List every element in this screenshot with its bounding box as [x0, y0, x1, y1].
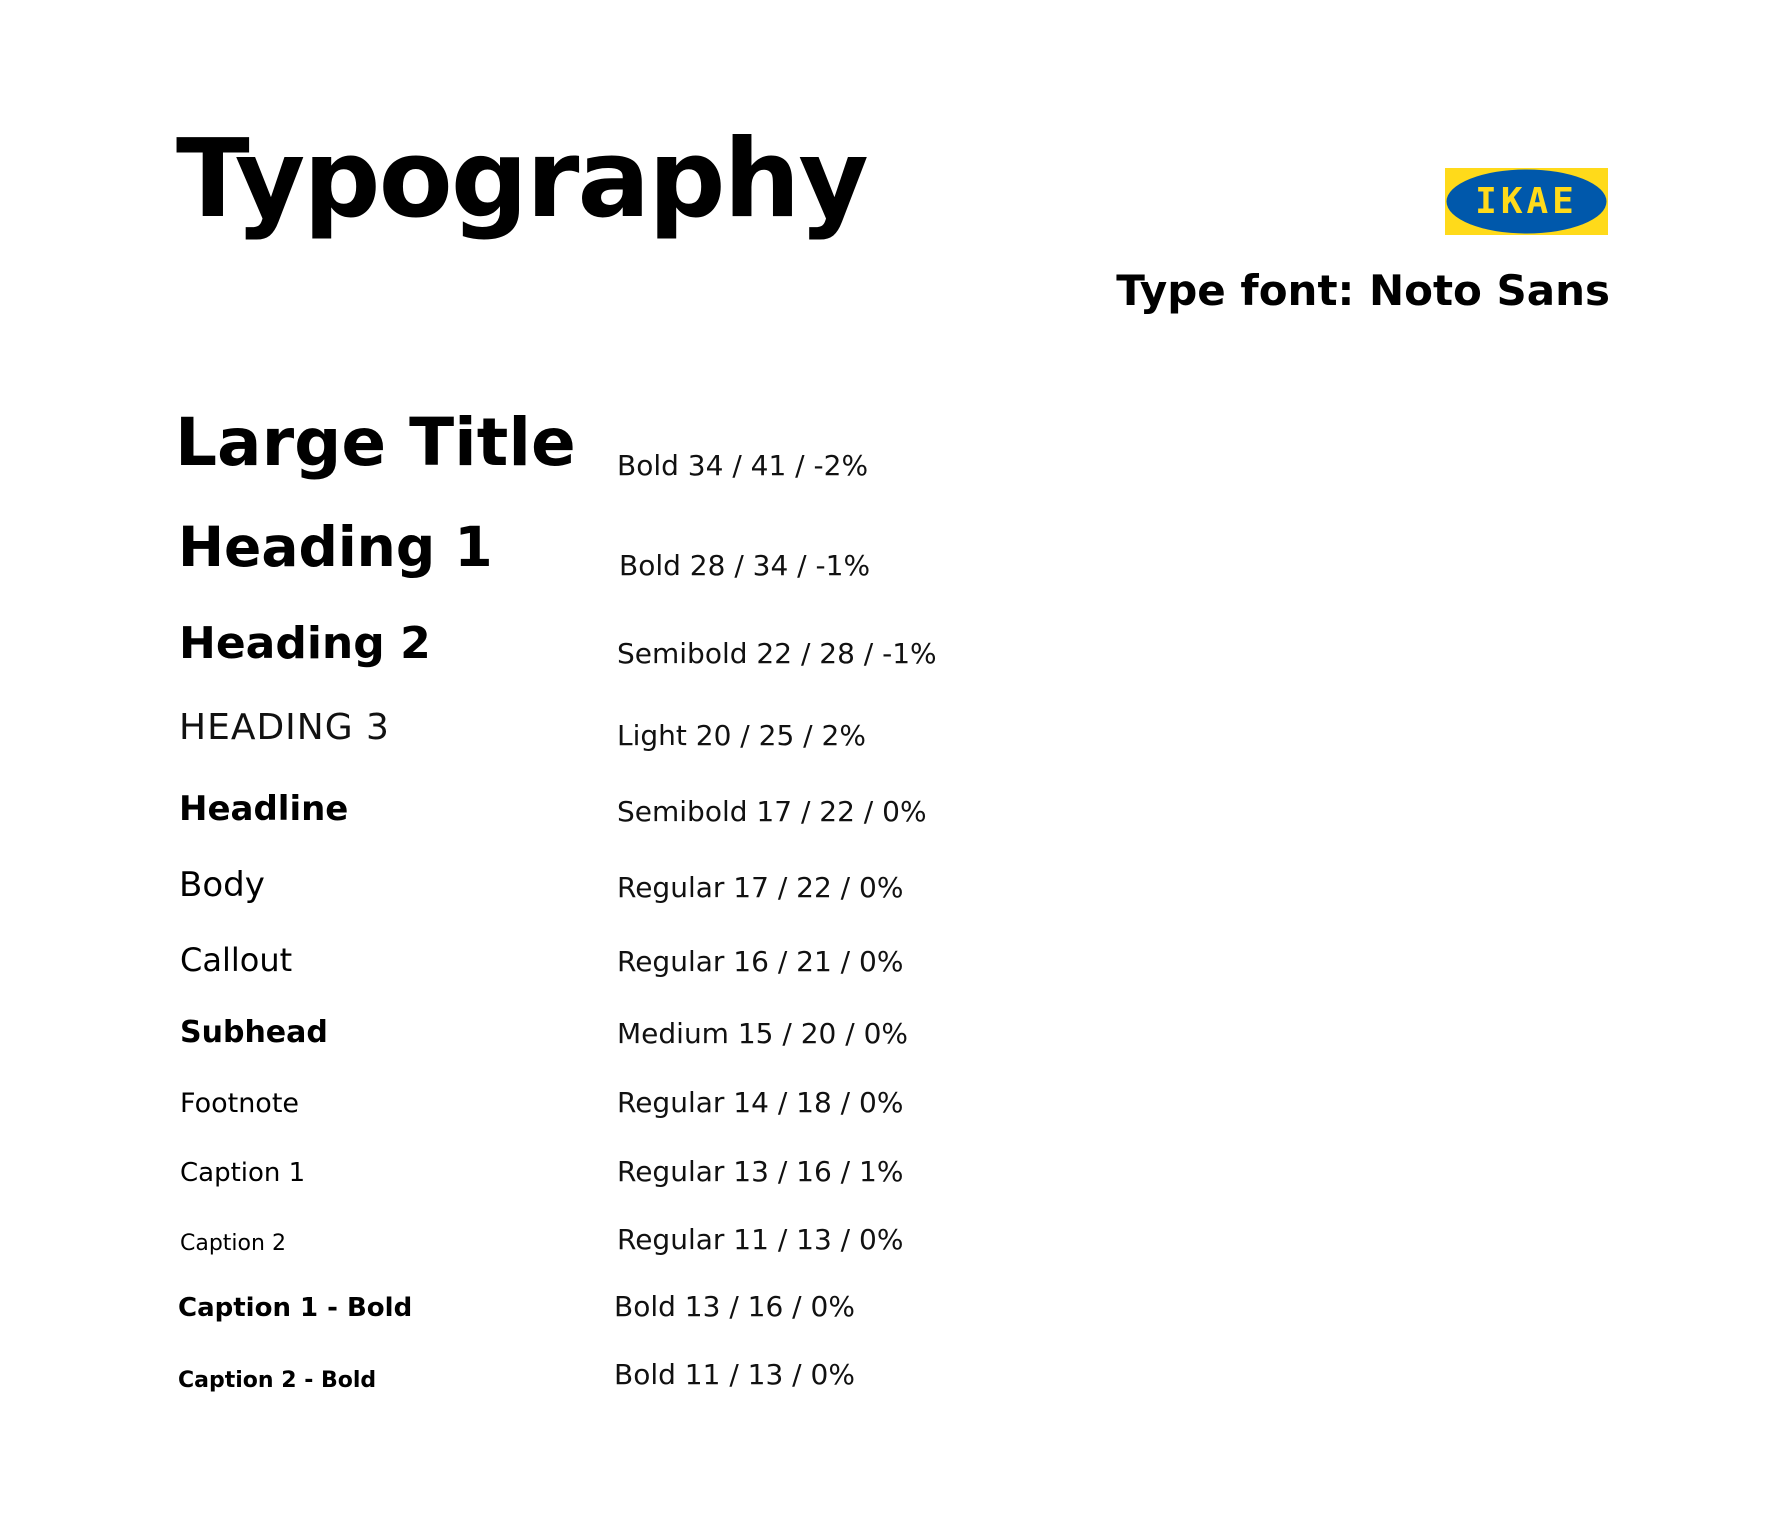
- style-name-caption-1-bold: Caption 1 - Bold: [178, 1293, 413, 1323]
- style-name-caption-2-bold: Caption 2 - Bold: [178, 1368, 377, 1393]
- style-name-heading-1: Heading 1: [178, 515, 493, 579]
- brand-logo: [1445, 168, 1608, 235]
- style-name-large-title: Large Title: [175, 404, 576, 481]
- style-spec-heading-2: Semibold 22 / 28 / -1%: [617, 637, 937, 670]
- logo-text: IKAE: [1475, 181, 1578, 222]
- style-name-heading-2: Heading 2: [179, 618, 431, 669]
- style-name-caption-1: Caption 1: [180, 1158, 306, 1188]
- style-spec-heading-1: Bold 28 / 34 / -1%: [619, 549, 871, 582]
- page-title: Typography: [176, 117, 867, 242]
- style-name-footnote: Footnote: [180, 1088, 300, 1119]
- type-font-note: Type font: Noto Sans: [1116, 266, 1610, 315]
- style-spec-caption-1: Regular 13 / 16 / 1%: [617, 1155, 904, 1188]
- style-spec-callout: Regular 16 / 21 / 0%: [617, 945, 904, 978]
- style-spec-caption-1-bold: Bold 13 / 16 / 0%: [614, 1290, 855, 1323]
- style-name-callout: Callout: [180, 941, 293, 979]
- style-name-heading-3: HEADING 3: [179, 707, 390, 748]
- style-spec-caption-2-bold: Bold 11 / 13 / 0%: [614, 1358, 855, 1391]
- style-spec-body: Regular 17 / 22 / 0%: [617, 871, 904, 904]
- style-spec-subhead: Medium 15 / 20 / 0%: [617, 1017, 909, 1050]
- style-name-headline: Headline: [179, 789, 349, 829]
- style-spec-headline: Semibold 17 / 22 / 0%: [617, 795, 927, 828]
- style-spec-large-title: Bold 34 / 41 / -2%: [617, 449, 869, 482]
- style-spec-heading-3: Light 20 / 25 / 2%: [617, 719, 866, 752]
- style-spec-caption-2: Regular 11 / 13 / 0%: [617, 1223, 904, 1256]
- style-name-body: Body: [179, 865, 265, 905]
- style-name-subhead: Subhead: [180, 1015, 328, 1050]
- style-name-caption-2: Caption 2: [180, 1231, 286, 1256]
- style-spec-footnote: Regular 14 / 18 / 0%: [617, 1086, 904, 1119]
